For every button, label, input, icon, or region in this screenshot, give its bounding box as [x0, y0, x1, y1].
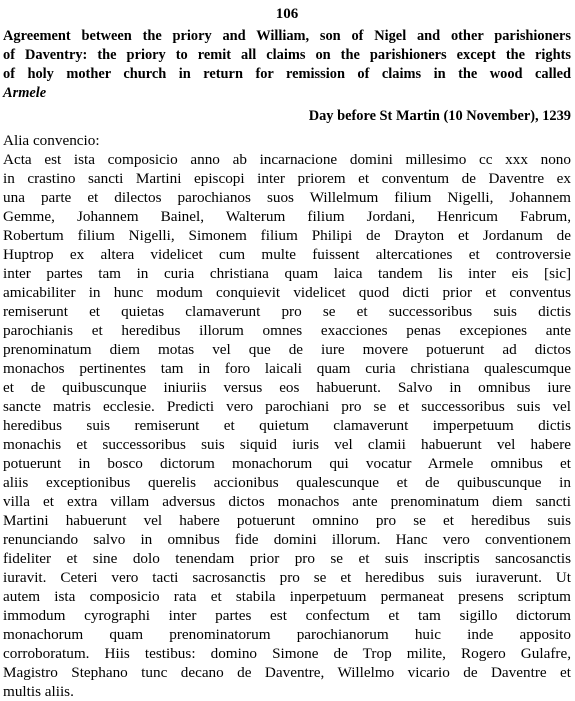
body-line: multis aliis.: [3, 683, 74, 700]
body-line: Acta est ista composicio anno ab incarnacione domini millesimo cc xxx nono: [3, 151, 571, 168]
document-heading: [3, 27, 571, 103]
body-line: aliis exceptionibus querelis accionibus qualescunque et de quibuscunque in: [3, 474, 571, 491]
body-line: Martini habuerunt vel habere potuerunt omnino pro se et heredibus suis: [3, 512, 571, 529]
heading-line: of Daventry: the priory to remit all claims on the parishioners except the rights: [3, 47, 571, 63]
body-line: monachis et successoribus suis siquid iuris vel clamii habuerunt vel habere: [3, 436, 571, 453]
body-line: immodum cyrographi inter partes est confectum et tam sigillo dictorum: [3, 607, 571, 624]
body-line: monachos pertinentes tam in foro laicali quam curia christiana qualescumque: [3, 360, 571, 377]
body-line: potuerunt in bosco dictorum monachorum qui vocatur Armele omnibus et: [3, 455, 571, 472]
body-line: heredibus suis remiserunt et quietum clamaverunt imperpetuum dictis: [3, 417, 571, 434]
body-line: renunciando salvo in omnibus fide domini illorum. Hanc vero conventionem: [3, 531, 571, 548]
body-line: amicabiliter in hunc modum conquievit videlicet quod dicti prior et conventus: [3, 284, 571, 301]
document-number: 106: [275, 6, 299, 22]
body-line: prenominatum diem motas vel que de iure movere potuerunt ad dictos: [3, 341, 571, 358]
body-line: autem ista composicio rata et stabila inperpetuum permaneat presens scriptum: [3, 588, 571, 605]
body-line: iuravit. Ceteri vero tacti sacrosanctis pro se et heredibus suis iuraverunt. Ut: [3, 569, 571, 586]
document-intro: Alia convencio:: [3, 132, 100, 149]
body-line: monachorum quam prenominatorum parochianorum huic inde apposito: [3, 626, 571, 643]
document-body: [3, 150, 571, 701]
document-date: Day before St Martin (10 November), 1239: [308, 108, 571, 124]
body-line: fideliter et sine dolo tenendam prior pro se et suis inscriptis sancosanctis: [3, 550, 571, 567]
body-line: Huptrop ex altera videlicet cum multe fuissent altercationes et controversie: [3, 246, 571, 263]
body-line: sancte matris ecclesie. Predicti vero parochiani pro se et successoribus suis vel: [3, 398, 571, 415]
body-line: et de quibuscunque iniuriis versus eos habuerunt. Salvo in omnibus iure: [3, 379, 571, 396]
body-line: villa et extra villam adversus dictos monachos ante prenominatum diem sancti: [3, 493, 571, 510]
body-line: Magistro Stephano tunc decano de Daventre, Willelmo vicario de Daventre et: [3, 664, 571, 681]
body-line: una parte et dilectos parochianos suos Willelmum filium Nigelli, Johannem: [3, 189, 571, 206]
body-line: Robertum filium Nigelli, Simonem filium Philipi de Drayton et Jordanum de: [3, 227, 571, 244]
body-line: inter partes tam in curia christiana quam laica tandem lis inter eis [sic]: [3, 265, 571, 282]
body-line: corroboratum. Hiis testibus: domino Simone de Trop milite, Rogero Gulafre,: [3, 645, 571, 662]
body-line: in crastino sancti Martini episcopi inter priorem et conventum de Daventre ex: [3, 170, 571, 187]
body-line: Gemme, Johannem Bainel, Walterum filium Jordani, Henricum Fabrum,: [3, 208, 571, 225]
heading-italic-word: Armele: [3, 85, 47, 101]
heading-line: of holy mother church in return for remission of claims in the wood called: [3, 66, 571, 82]
body-line: parochianis et heredibus illorum omnes exacciones penas excepiones ante: [3, 322, 571, 339]
heading-line: Agreement between the priory and William, son of Nigel and other parishioners: [3, 28, 571, 44]
document-page: [3, 0, 571, 700]
body-line: remiserunt et quietas clamaverunt pro se et successoribus suis dictis: [3, 303, 571, 320]
